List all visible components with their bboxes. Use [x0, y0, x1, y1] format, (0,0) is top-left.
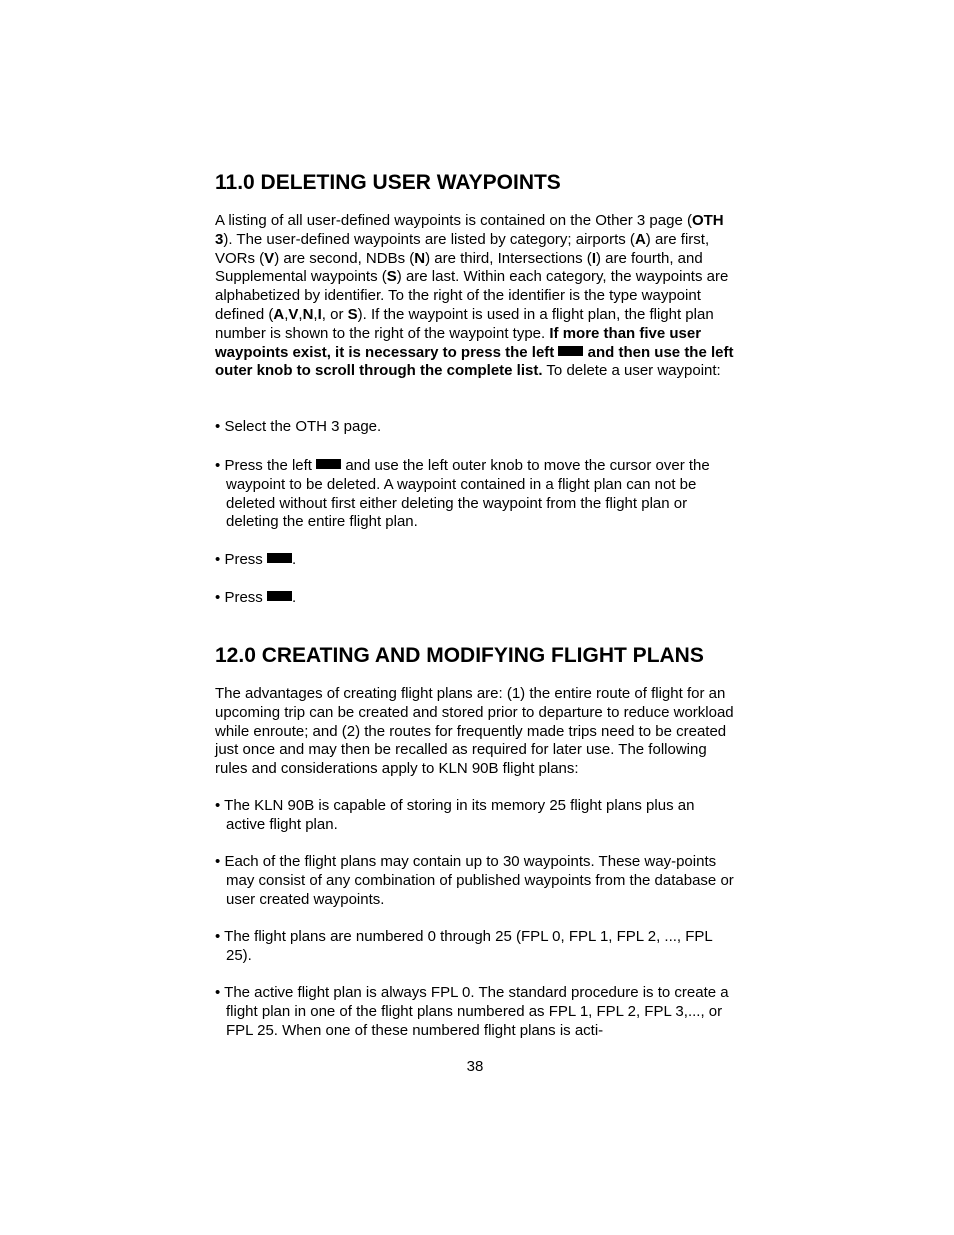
- enter-button-icon: [267, 591, 292, 601]
- step-press-enter: • Press .: [215, 589, 297, 606]
- step-press-clear: • Press .: [215, 551, 297, 568]
- step-select-oth3: • Select the OTH 3 page.: [215, 418, 382, 435]
- clear-button-icon: [267, 553, 292, 563]
- bullet-marker: •: [215, 589, 221, 606]
- step-press-left-cursor: • Press the left and use the left outer knob to move the cursor over the waypoint to be deleted. A waypoint contained in a flight plan can not be deleted without first either deleting the waypoint from the flight plan or deleting the entire flight plan.: [215, 457, 710, 531]
- rule-storage-capacity: • The KLN 90B is capable of storing in its memory 25 flight plans plus an active flight plan.: [215, 797, 695, 833]
- rule-numbering: • The flight plans are numbered 0 through 25 (FPL 0, FPL 1, FPL 2, ..., FPL 25).: [215, 928, 713, 964]
- bullet-marker: •: [215, 418, 221, 435]
- bullet-marker: •: [215, 457, 221, 474]
- bullet-marker: •: [215, 551, 221, 568]
- section-12-intro: The advantages of creating flight plans are: (1) the entire route of flight for an upcoming trip can be created and stored prior to departure to reduce workload while enroute; and (2) the routes for frequently made trips need to be created just once and may then be recalled as required for later use. The following rules and considerations apply to KLN 90B flight plans:: [215, 685, 734, 778]
- cursor-button-icon: [316, 459, 341, 469]
- section-11-heading: 11.0 DELETING USER WAYPOINTS: [215, 171, 561, 194]
- bullet-marker: •: [215, 928, 221, 945]
- section-12-heading: 12.0 CREATING AND MODIFYING FLIGHT PLANS: [215, 644, 704, 667]
- rule-waypoint-limit: • Each of the flight plans may contain up to 30 waypoints. These way-points may consist of any combination of published waypoints from the database or user created waypoints.: [215, 853, 734, 908]
- bullet-marker: •: [215, 984, 221, 1001]
- section-11-intro: A listing of all user-defined waypoints is contained on the Other 3 page (OTH 3). The user-defined waypoints are listed by category; airports (A) are first, VORs (V) are second, NDBs (N) are third, Intersections (I) are fourth, and Supplemental waypoints (S) are last. Within each category, the waypoints are alphabetized by identifier. To the right of the identifier is the type waypoint defined (A,V,N,I, or S). If the waypoint is used in a flight plan, the flight plan number is shown to the right of the waypoint type. If more than five user waypoints exist, it is necessary to press the left and then use the left outer knob to scroll through the complete list. To delete a user waypoint:: [215, 212, 734, 380]
- bullet-marker: •: [215, 797, 221, 814]
- bullet-marker: •: [215, 853, 221, 870]
- cursor-button-icon: [558, 346, 583, 356]
- rule-active-plan: • The active flight plan is always FPL 0. The standard procedure is to create a flight plan in one of the flight plans numbered as FPL 1, FPL 2, FPL 3,..., or FPL 25. When one of these numbered flight plans is acti-: [215, 984, 729, 1039]
- page-number: 38: [466, 1058, 484, 1075]
